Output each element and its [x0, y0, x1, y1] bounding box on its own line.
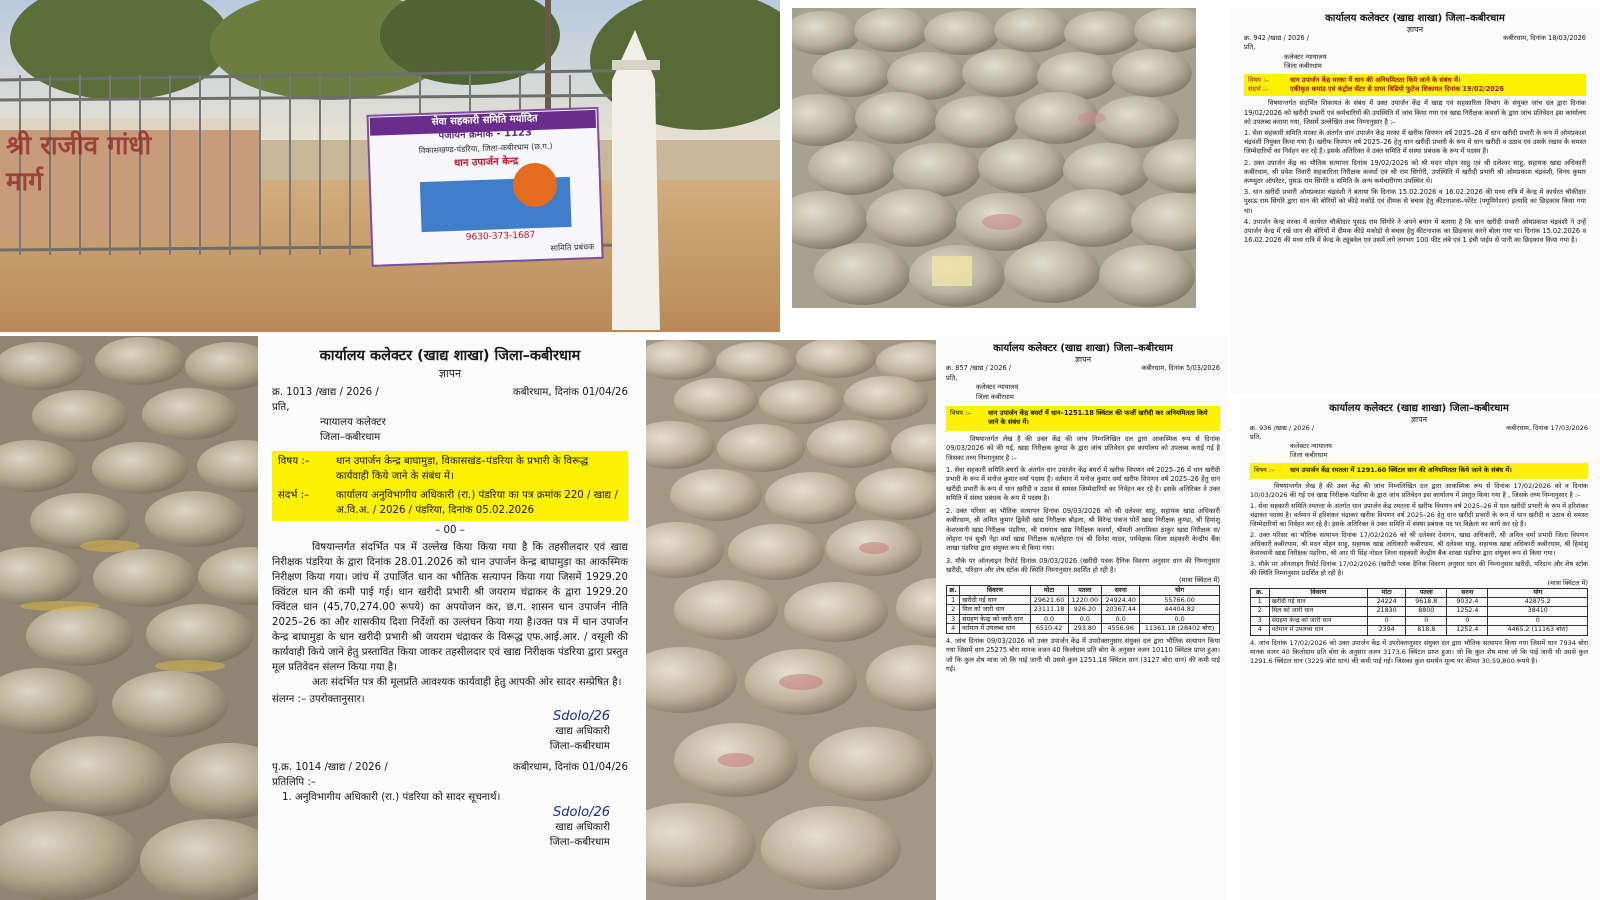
- table-cell: 2: [947, 605, 960, 615]
- doc1-copy-row: [272, 760, 628, 775]
- doc4-point-1: 1. सेवा सहकारी समिति रमतला के अंतर्गत धान उपार्जन केंद्र रमतला में खरीफ विपणन वर्ष 2025–26 में धान खरीदी प्रभारी के रूप में हरिशंकर चंद्राकर पदस्थ है। वर्तमान में हरिशंकर चंद्राकर खरीफ विपणन वर्ष 2025–26 हेतु धान खरीदी प्रभारी के रूप में धान खरीदी व उठाव से समस्त जिम्मेदारियों का निर्वहन कर रहे है। इसके अतिरिक्त वे उक्त समिति में संस्था प्रबंधक पद पर विक्रेता का कार्य कर रहे है।: [1250, 501, 1588, 528]
- table-cell: 1220.00: [1068, 595, 1102, 605]
- doc3-subject: धान उपार्जन केंद्र मरका में धान की अनियमितता किये जाने के संबंध में।: [1290, 76, 1461, 85]
- doc1-subheader: ज्ञापन: [438, 367, 462, 380]
- doc4-th: मोटा: [1368, 588, 1406, 597]
- doc4-subject-block: [1250, 463, 1588, 478]
- paddy-bags-photo-middle: [646, 340, 936, 900]
- paddy-bags-left-scene: [0, 336, 258, 900]
- table-cell: 0.0: [1102, 614, 1140, 624]
- table-cell: 0: [1447, 616, 1488, 625]
- doc3-reference: एकीकृत कमांड एवं कंट्रोल सेंटर से प्राप्त विडियो फुटेज शिकायत दिनांक 19/02/2026: [1290, 85, 1504, 94]
- doc1-copy-ref: पृ.क्र. 1014 /खाद्य / 2026 /: [272, 762, 388, 773]
- table-cell: 3: [947, 614, 960, 624]
- table-row: [1251, 607, 1588, 616]
- table-cell: 20367.44: [1102, 605, 1140, 615]
- doc2-prati: प्रति,: [946, 373, 958, 382]
- doc1-divider: – 00 –: [435, 525, 465, 536]
- doc4-th: सरना: [1447, 588, 1488, 597]
- doc2-table: [946, 585, 1220, 634]
- doc4-intro: विषयान्तर्गत लेख है की उक्त केंद्र की जांच निम्नलिखित दल द्वारा आकस्मिक रूप से दिनांक 17/02/2026 को व दिनांक 10/03/2026 की गई एवं खाद्य निरीक्षक पंडरिया के द्वारा जांच प्रतिवेदन इस कार्यालय में प्रस्तुत किया गया है , जिसके तथ्य निम्नानुसार है :–: [1250, 481, 1588, 499]
- doc2-to2: जिला कबीरधाम: [976, 392, 1014, 401]
- doc4-table-header-row: [1251, 588, 1588, 597]
- doc1-subject-label: विषय :–: [278, 456, 310, 467]
- table-cell: 24224: [1368, 598, 1406, 607]
- doc2-th: क्र.: [947, 585, 960, 595]
- doc1-ref-row: [272, 385, 628, 400]
- doc2-point-4: 4. जांच दिनांक 09/03/2026 को उक्त उपार्जन केंद्र में उपरोक्तानुसार संयुक्त दल द्वारा भौतिक सत्यापन किया गया जिसमें धान 25275 बोरा मानक वजन 40 किलोग्राम प्रति बोरा के अनुसार वजन 10110 क्विंटल प्राप्त हुआ। जो कि कुल शेष मात्रा जो कि पाई जानी थी उससे कुल 1251.18 क्विंटल धान (3127 बोरा धान) की कमी पाई गई।: [946, 636, 1220, 674]
- doc2-subject-block: [946, 406, 1220, 431]
- table-cell: 21830: [1368, 607, 1406, 616]
- doc2-subheader: ज्ञापन: [1074, 355, 1092, 364]
- doc2-point-2: 2. उक्त परिसर का भौतिक सत्यापन दिनांक 09/03/2026 को श्री दलेश्वर साहु, सहायक खाद्य अधिकारी कबीरधाम, श्री अमित कुमार द्विवेदी खाद्य निरीक्षक बोड़ला, श्री विरेन्द्र पंकज पोर्ते खाद्य निरीक्षक कुण्डा, श्री हिमांशु केशरवानी खाद्य निरीक्षक पंडरिया, श्री रामनाथ खाद्य निरीक्षक कवर्धा, श्रीमती अनामिका ठाकुर खाद्य निरीक्षक स/लोहारा एवं सुश्री नेहा वर्मा खाद्य निरीक्षक स/लोहारा एवं श्री दिनेश यादव, पर्यवेक्षक जिला सहकारी केन्द्रीय बैंक शाखा पंडरिया द्वारा संयुक्त रूप से किया गया।: [946, 506, 1220, 553]
- table-cell: मिल को जारी धान: [1269, 607, 1368, 616]
- table-cell: 0.0: [1030, 614, 1068, 624]
- doc4-ref-row: [1250, 424, 1588, 433]
- doc1-header: कार्यालय कलेक्टर (खाद्य शाखा) जिला–कबीरधाम: [319, 348, 581, 364]
- doc2-intro: विषयान्तर्गत लेख है की उक्त केंद्र की जांच निम्नलिखित दल द्वारा आकस्मिक रूप से दिनांक 09/03/2026 को की गई, खाद्य निरीक्षक कुण्डा के द्वारा जांच प्रतिवेदन इस कार्यालय को उपलब्ध कराई गई है जिसका तथ्य निम्नानुसार है :–: [946, 434, 1220, 462]
- doc4-table: [1250, 588, 1588, 636]
- doc2-ref: क्र. 857 /खाद्य / 2026 /: [946, 364, 1011, 373]
- table-cell: 55766.00: [1140, 595, 1220, 605]
- banner-line-4: धान उपार्जन केन्द्र: [453, 155, 519, 170]
- doc1-reference-row: [278, 488, 622, 518]
- table-cell: 1: [947, 595, 960, 605]
- doc2-unit-note: (मात्रा क्विंटल में): [1178, 575, 1220, 584]
- doc4-th: पतला: [1406, 588, 1447, 597]
- table-cell: 4: [1251, 626, 1270, 635]
- doc1-date: कबीरधाम, दिनांक 01/04/26: [512, 387, 628, 398]
- doc1-signatory2: जिला–कबीरधाम: [549, 741, 610, 752]
- doc1-enclosure: संलग्न :– उपरोक्तानुसार।: [272, 694, 365, 705]
- table-cell: खरीदी गई धान: [960, 595, 1030, 605]
- table-row: [1251, 626, 1588, 635]
- doc3-header: कार्यालय कलेक्टर (खाद्य शाखा) जिला–कबीरधाम: [1325, 13, 1505, 24]
- doc1-copy-date: कबीरधाम, दिनांक 01/04/26: [512, 762, 628, 773]
- doc1-subject: धान उपार्जन केन्द्र बाघामुड़ा, विकासखंड–पंडरिया के प्रभारी के विरूद्ध कार्यवाही किये जाने के संबंध में।: [336, 456, 589, 482]
- table-cell: 44404.82: [1140, 605, 1220, 615]
- table-cell: 8800: [1406, 607, 1447, 616]
- paddy-bags-photo-top: [792, 8, 1196, 308]
- doc1-signature-2: Sdolo/26: [553, 805, 610, 820]
- table-cell: 24924.40: [1102, 595, 1140, 605]
- doc1-ref-label: संदर्भ :–: [278, 490, 310, 501]
- table-cell: वर्तमान में उपलब्ध धान: [960, 624, 1030, 634]
- table-cell: 0.0: [1068, 614, 1102, 624]
- doc3-to1: कलेक्टर न्यायालय: [1284, 52, 1327, 61]
- doc1-signatory1: खाद्य अधिकारी: [555, 726, 610, 737]
- table-cell: 42875.2: [1488, 598, 1588, 607]
- doc2-point-1: 1. सेवा सहकारी समिति बघर्रा के अंतर्गत धान उपार्जन केंद्र बघर्रा में खरीफ विपणन वर्ष 2025–26 में धान खरीदी प्रभारी के रूप में मनोज कुमार वर्मा पदस्थ है। वर्तमान में मनोज कुमार वर्मा खरीफ विपणन वर्ष 2025–26 हेतु धान खरीदी प्रभारी के रूप में धान खरीदी व उठाव से समस्त जिम्मेदारियों का निर्वहन कर रहे है। इसके अतिरिक्त वे उक्त समिति में संस्था प्रबंधक के रूप में पदस्थ है।: [946, 466, 1220, 503]
- doc4-unit-note: (मात्रा क्विंटल में): [1547, 578, 1588, 587]
- table-cell: खरीदी गई धान: [1269, 598, 1368, 607]
- doc2-point-3: 3. मौके पर ऑनलाइन रिपोर्ट दिनांक 09/03/2026 (खरीदी पत्रक दैनिक विवरण अनुसार धान की निम्नानुसार खरीदी, परिदान और शेष स्टॉक की स्थिति निम्नानुसार प्रदर्शित हो रही है।: [946, 556, 1220, 575]
- memo-document-ramtala: [1240, 398, 1600, 900]
- doc2-subject: धान उपार्जन केंद्र बघर्रा में धान–1251.18 क्विंटल की फर्जी खरीदी कर अनियमितता किये जाने के संबंध में।: [988, 409, 1208, 427]
- doc2-th: मोटा: [1030, 585, 1068, 595]
- wall-text: [6, 128, 256, 200]
- table-cell: 926.20: [1068, 605, 1102, 615]
- doc4-th: योग: [1488, 588, 1588, 597]
- doc3-to2: जिला कबीरधाम: [1284, 61, 1322, 70]
- doc4-subject-label: विषय :–: [1254, 466, 1275, 475]
- doc1-copy-label: प्रतिलिपि :–: [272, 777, 316, 788]
- doc2-th: योग: [1140, 585, 1220, 595]
- gate-photo: [0, 0, 780, 332]
- doc4-to1: कलेक्टर न्यायालय: [1290, 442, 1332, 451]
- doc3-intro: विषयान्तर्गत संदर्भित शिकायत के संबंध में उक्त उपार्जन केंद्र में खाद्य एवं सहकारिता विभाग के संयुक्त जांच दल द्वारा दिनांक 19/02/2026 को खरीदी प्रभारी एवं कर्मचारियों की उपस्थिति में जांच किया गया एवं खाद्य निरीक्षक कवर्धा के द्वारा जांच प्रतिवेदन इस कार्यालय को उपलब्ध कराया गया, जिसमें उल्लेखित तथ्य निम्नानुसार है :–: [1244, 99, 1586, 126]
- table-cell: 1252.4: [1447, 626, 1488, 635]
- doc2-subject-label: विषय :–: [950, 409, 971, 418]
- table-cell: 23111.18: [1030, 605, 1068, 615]
- doc3-subject-row: [1248, 76, 1582, 85]
- doc1-to2: जिला–कबीरधाम: [320, 432, 381, 443]
- table-cell: 1252.4: [1447, 607, 1488, 616]
- table-cell: वर्तमान में उपलब्ध धान: [1269, 626, 1368, 635]
- doc1-subject-block: [272, 451, 628, 521]
- doc4-th: क्र.: [1251, 588, 1270, 597]
- doc2-table-header-row: [947, 585, 1220, 595]
- doc1-signatory1-2: खाद्य अधिकारी: [555, 822, 610, 833]
- table-cell: 3: [1251, 616, 1270, 625]
- doc3-subject-block: [1244, 74, 1586, 96]
- doc1-ref: क्र. 1013 /खाद्य / 2026 /: [272, 387, 379, 398]
- banner-line-2: पंजीयन क्रमांक - 1123: [438, 127, 533, 142]
- wall-text-line-2: मार्ग: [6, 167, 43, 197]
- table-row: [1251, 616, 1588, 625]
- table-row: [947, 624, 1220, 634]
- doc2-to1: कलेक्टर न्यायालय: [976, 383, 1019, 392]
- table-cell: 38410: [1488, 607, 1588, 616]
- memo-document-marka: [1230, 8, 1600, 394]
- doc4-point-2: 2. उक्त परिसर का भौतिक सत्यापन दिनांक 17/02/2026 को श्री दलेश्वर देवांगन, खाद्य अधिकारी, श्री अनिल वर्मा प्रभारी जिला विपणन अधिकारी कबीरधाम, श्री मदन मोहन साहु, सहायक खाद्य अधिकारी कबीरधाम, श्री दलेश्वर साहु, सहायक खाद्य अधिकारी कबीरधाम, श्री हिमांशु केशरवानी खाद्य निरीक्षक पंडरिया, श्री आर पी सिंह नोडल जिला सहकारी केन्द्रीय बैंक शाखा पंडरिया द्वारा संयुक्त रूप से किया गया।: [1250, 531, 1588, 558]
- doc2-ref-row: [946, 364, 1220, 373]
- doc2-th: पतला: [1068, 585, 1102, 595]
- doc3-date: कबीरधाम, दिनांक 18/03/2026: [1503, 34, 1586, 43]
- table-cell: 6510.42: [1030, 624, 1068, 634]
- doc4-point-3: 3. मौके पर ऑनलाइन रिपोर्ट दिनांक 17/02/2026 (खरीदी पत्रक दैनिक विवरण अनुसार धान की निम्नानुसार खरीदी, परिदान और शेष स्टॉक की स्थिति निम्नानुसार प्रदर्शित हो रही है।: [1250, 560, 1588, 578]
- doc1-body: विषयान्तर्गत संदर्भित पत्र में उल्लेख किया किया गया है कि तहसीलदार एवं खाद्य निरीक्षक पंडरिया के द्वारा दिनांक 28.01.2026 को धान उपार्जन केन्द्र बाघामुड़ा का आकस्मिक निरीक्षण किया गया। जांच में उपार्जित धान का भौतिक सत्यापन किया गया जिसमें 1929.20 क्विंटल धान की कमी पाई गई। धान खरीदी प्रभारी श्री जयराम चंद्राकर के द्वारा 1929.20 क्विंटल धान (45,70,274.00 रूपये) का अपयोजन कर, छ.ग. शासन धान उपार्जन नीति 2025–26 का और शासकीय दिशा निर्देशों का उल्लंघन किया गया है।उक्त पत्र में धान उपार्जन केन्द्र बाघामुड़ा के धान खरीदी प्रभारी श्री जयराम चंद्राकर के विरूद्ध एफ.आई.आर. / वसूली की कार्यवाही किये जाने हेतु प्रस्तावित किया जाकर तहसीलदार एवं खाद्य निरीक्षक पंडरिया द्वारा प्रस्तुत मूल प्रतिवेदन संलग्न किया गया है।: [272, 542, 628, 673]
- doc4-prati: प्रति,: [1250, 433, 1262, 442]
- doc1-subject-row: [278, 454, 622, 484]
- doc1-to1: न्यायालय कलेक्टर: [320, 417, 386, 428]
- doc3-subheader: ज्ञापन: [1406, 25, 1424, 34]
- doc2-th: सरना: [1102, 585, 1140, 595]
- doc1-reference: कार्यालय अनुविभागीय अधिकारी (रा.) पंडरिया का पत्र क्रमांक 220 / खाद्य / अ.वि.अ. / 2026 / पंडरिया, दिनांक 05.02.2026: [336, 490, 618, 516]
- doc3-point-4: 4. उपार्जन केन्द्र मरका में कार्यरत चौकीदार पुसऊ राम सिंगोरे ने अपने बयान में बताया है कि धान खरीदी प्रभारी ओमप्रकाश चंद्रवंशी ने उन्हें उपार्जन केन्द्र में रखे धान की बोरियों में दीमक कीड़े मकोड़ो से बचाव हेतु कीटनाशक का छिड़काव करने बोला गया था। दिनांक 15.02.2026 व 16.02.2026 की मध्य रात्रि में केन्द्र के ट्यूबवेल एवं उसमें लगे लगभग 100 फीट लंबे एवं 1 इंची पाईप से पानी का छिड़काव किया गया है।: [1244, 217, 1586, 245]
- doc1-copy-item: 1. अनुविभागीय अधिकारी (रा.) पंडरिया को सादर सूचनार्थ।: [282, 792, 501, 803]
- table-row: [947, 595, 1220, 605]
- doc4-ref: क्र. 936 /खाद्य / 2026 /: [1250, 424, 1315, 433]
- doc3-prati: प्रति,: [1244, 43, 1256, 52]
- doc3-ref-label: संदर्भ :–: [1248, 85, 1269, 94]
- table-cell: 4: [947, 624, 960, 634]
- table-cell: 1: [1251, 598, 1270, 607]
- table-cell: 0.0: [1140, 614, 1220, 624]
- memo-document-baghamuda: [258, 336, 642, 900]
- doc3-reference-row: [1248, 85, 1582, 94]
- doc4-th: विवरण: [1269, 588, 1368, 597]
- doc4-subject: धान उपार्जन केंद्र रमतला में 1291.60 क्विंटल धान की अनियमितता किये जाने के संबंध में।: [1290, 466, 1512, 475]
- doc3-subject-label: विषय :–: [1248, 76, 1269, 85]
- paddy-bags-middle-scene: [646, 340, 936, 900]
- table-cell: संग्रहण केन्द्र को जारी धान: [1269, 616, 1368, 625]
- paddy-bags-top-scene: [792, 8, 1196, 308]
- doc4-subheader: ज्ञापन: [1410, 415, 1428, 424]
- doc1-prati: प्रति,: [272, 402, 290, 413]
- memo-document-bagharra: [938, 336, 1228, 900]
- banner-phone: 9630-373-1687: [465, 230, 536, 243]
- table-cell: 9618.8: [1406, 598, 1447, 607]
- table-cell: 4465.2 (11163 बोरा): [1488, 626, 1588, 635]
- table-cell: 0: [1488, 616, 1588, 625]
- table-row: [947, 614, 1220, 624]
- table-cell: 293.80: [1068, 624, 1102, 634]
- table-row: [1251, 598, 1588, 607]
- table-cell: 11361.18 (28402 बोरा): [1140, 624, 1220, 634]
- banner-line-5: सामिति प्रबंधक: [550, 242, 595, 253]
- doc4-to2: जिला कबीरधाम: [1290, 451, 1328, 460]
- doc1-body2: अतः संदर्भित पत्र की मूलप्रति आवश्यक कार्यवाही हेतु आपकी ओर सादर सम्प्रेषित है।: [312, 677, 622, 688]
- doc2-date: कबीरधाम, दिनांक 5/03/2026: [1141, 364, 1220, 373]
- banner-line-3: विकासखण्ड-पंडरिया, जिला-कबीरधाम (छ.ग.): [418, 141, 553, 156]
- doc3-point-1: 1. सेवा सहकारी समिति मरका के अंतर्गत धान उपार्जन केंद्र मरका में खरीफ विपणन वर्ष 2025–26 में धान खरीदी प्रभारी के रूप में ओमप्रकाश चंद्रवंशी नियुक्त किया गया है। खरीफ विपणन वर्ष 2025–26 हेतु धान खरीदी प्रभारी के रूप में धान खरीदी व उठाव एवं उसके रखाव के समस्त जिम्मेदारियों का निर्वहन कर रहे है। इसके अतिरिक्त वे उक्त समिति में संस्था प्रबंधक के रूप में पदस्थ है।: [1244, 129, 1586, 156]
- doc2-th: विवरण: [960, 585, 1030, 595]
- table-cell: मिल को जारी धान: [960, 605, 1030, 615]
- doc1-signatory2-2: जिला–कबीरधाम: [549, 837, 610, 848]
- doc3-ref: क्र. 942 /खाद्य / 2026 /: [1244, 34, 1309, 43]
- table-row: [947, 605, 1220, 615]
- paddy-bags-photo-left: [0, 336, 258, 900]
- table-cell: 818.8: [1406, 626, 1447, 635]
- table-cell: 2394: [1368, 626, 1406, 635]
- doc4-date: कबीरधाम, दिनांक 17/03/2026: [1506, 424, 1588, 433]
- doc4-header: कार्यालय कलेक्टर (खाद्य शाखा) जिला–कबीरधाम: [1329, 403, 1509, 414]
- doc1-signature-block: [272, 709, 628, 754]
- table-cell: 29621.60: [1030, 595, 1068, 605]
- banner-text: [372, 110, 603, 262]
- banner-title: सेवा सहकारी समिति मर्यादित: [431, 113, 538, 128]
- table-cell: 0: [1368, 616, 1406, 625]
- table-cell: 0: [1406, 616, 1447, 625]
- doc1-signature: Sdolo/26: [553, 709, 610, 724]
- table-cell: 2: [1251, 607, 1270, 616]
- doc3-ref-row: [1244, 34, 1586, 43]
- doc1-signature-block-2: [272, 805, 628, 850]
- doc3-point-3: 3. धान खरीदी प्रभारी ओमप्रकाश चंद्रवंशी ने बताया कि दिनांक 15.02.2026 व 16.02.2026 की मध्य रात्रि में केन्द्र में कार्यरत चौकीदार पुसऊ राम सिंगोरे द्वारा धान की बोरियों को कीड़े मकोड़े एवं दीमक से बचाव हेतु कीटनाशक–फोरेट (फ्यूमिगेशन) इत्यादि का छिड़काव किया गया था।: [1244, 188, 1586, 215]
- doc4-point-4: 4. जांच दिनांक 17/02/2026 को उक्त उपार्जन केंद्र में उपरोक्तानुसार संयुक्त दल द्वारा भौतिक सत्यापन किया गया जिसमें धान 7934 बोरा मानक वजन 40 किलोग्राम प्रति बोरा के अनुसार वजन 3173.6 क्विंटल प्राप्त हुआ। जो कि कुल शेष मात्रा जो कि पाई जानी थी उससे कुल 1291.6 क्विंटल धान (3229 बोरा धान) की कमी पाई गई। जिसका कुल समर्थन मूल्य पर कीमत 30,59,800 रूपये है।: [1250, 638, 1588, 665]
- table-cell: 4556.96: [1102, 624, 1140, 634]
- doc2-header: कार्यालय कलेक्टर (खाद्य शाखा) जिला–कबीरधाम: [993, 343, 1173, 354]
- wall-text-line-1: श्री राजीव गांधी: [6, 131, 152, 161]
- table-cell: 9032.4: [1447, 598, 1488, 607]
- table-cell: संग्रहण केन्द्र को जारी धान: [960, 614, 1030, 624]
- doc3-point-2: 2. उक्त उपार्जन केंद्र का भौतिक सत्यापन दिनांक 19/02/2026 को श्री मदन मोहन साहु एवं श्री दलेश्वर साहु, सहायक खाद्य अधिकारी कबीरधाम, श्री प्रवेश तिवारी सहकारिता निरीक्षक कवर्धा एवं श्री राम सिंगोरी, उपस्थिति में खरीदी प्रभारी श्री ओमप्रकाश चंद्रवंशी, विनय कुमार कम्प्युटर ऑपरेटर, पुसऊ राम सिंगोरे व समिति के अन्य कर्मचारीगण उपस्थित थे।: [1244, 158, 1586, 186]
